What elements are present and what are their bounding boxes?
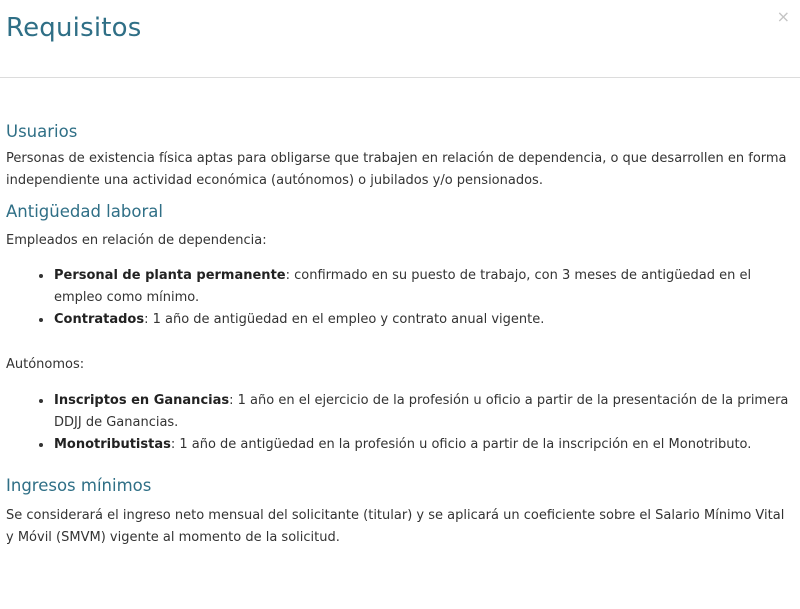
section-title-ingresos: Ingresos mínimos — [6, 476, 152, 495]
section-title-antiguedad: Antigüedad laboral — [6, 202, 163, 221]
usuarios-text: Personas de existencia física aptas para obligarse que trabajen en relación de dependencia, o que desarrollen en forma independiente una actividad económica (autónomos) o jubilados y/o pensionados. — [6, 151, 787, 188]
list-item — [54, 434, 794, 456]
modal-header — [0, 0, 800, 78]
item-term: Personal de planta permanente — [54, 268, 286, 283]
section-title-usuarios: Usuarios — [6, 122, 78, 141]
item-desc: : 1 año de antigüedad en el empleo y contrato anual vigente. — [144, 312, 545, 327]
empleados-list — [6, 265, 794, 331]
modal-body — [0, 120, 800, 549]
autonomos-label: Autónomos: — [6, 357, 85, 372]
item-desc: : 1 año en el ejercicio de la profesión u oficio a partir de la presentación de la primera DDJJ de Ganancias. — [54, 393, 789, 430]
list-item — [54, 265, 794, 309]
item-term: Contratados — [54, 312, 145, 327]
modal-title: Requisitos — [6, 13, 142, 43]
autonomos-list — [6, 390, 794, 456]
item-desc: : confirmado en su puesto de trabajo, con 3 meses de antigüedad en el empleo como mínimo. — [54, 268, 752, 305]
list-item — [54, 390, 794, 434]
item-desc: : 1 año de antigüedad en la profesión u oficio a partir de la inscripción en el Monotributo. — [170, 437, 752, 452]
item-term: Monotributistas — [54, 437, 171, 452]
list-item — [54, 309, 794, 331]
empleados-label: Empleados en relación de dependencia: — [6, 233, 267, 248]
ingresos-text: Se considerará el ingreso neto mensual del solicitante (titular) y se aplicará un coeficiente sobre el Salario Mínimo Vital y Móvil (SMVM) vigente al momento de la solicitud. — [6, 508, 785, 545]
item-term: Inscriptos en Ganancias — [54, 393, 230, 408]
close-icon[interactable]: × — [776, 7, 790, 26]
